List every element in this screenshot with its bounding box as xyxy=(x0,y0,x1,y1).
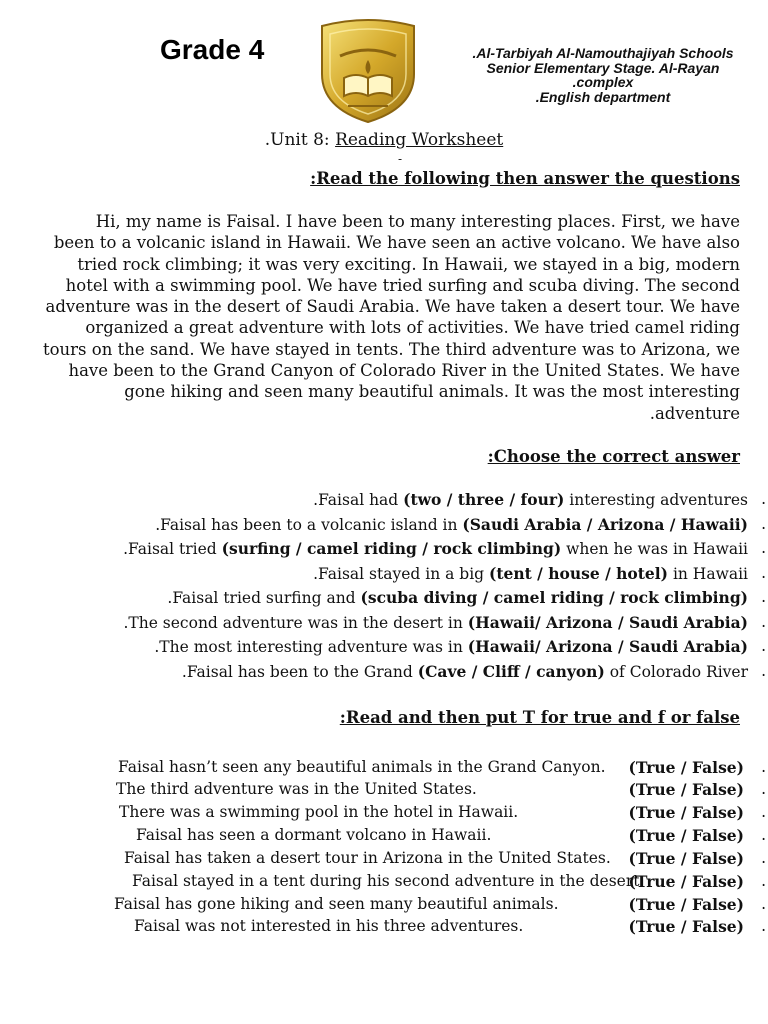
tf-statement: There was a swimming pool in the hotel in Hawaii. xyxy=(119,803,519,821)
school-crest-icon xyxy=(316,16,420,124)
school-line: .English department xyxy=(535,88,671,105)
list-bullet: . xyxy=(761,613,766,631)
grade-title: Grade 4 xyxy=(160,34,265,65)
true-false-options: (True / False) xyxy=(628,780,744,799)
passage-line: organized a great adventure with lots of activities. We have tried camel riding xyxy=(85,318,740,338)
answer-options: (tent / house / hotel) xyxy=(489,564,669,583)
tf-statement: Faisal has gone hiking and seen many beautiful animals. xyxy=(114,895,559,913)
title-dash: - xyxy=(398,152,403,166)
unit-title xyxy=(0,130,768,150)
true-false-options: (True / False) xyxy=(628,872,744,891)
tf-statement: Faisal has seen a dormant volcano in Hawaii. xyxy=(136,826,492,844)
answer-options: (Saudi Arabia / Arizona / Hawaii) xyxy=(462,515,748,534)
tf-statement: Faisal has taken a desert tour in Arizona in the United States. xyxy=(124,849,611,867)
passage-line: tours on the sand. We have stayed in tents. The third adventure was to Arizona, we xyxy=(42,339,740,359)
passage-line: been to a volcanic island in Hawaii. We have seen an active volcano. We have also xyxy=(53,233,740,253)
worksheet-title: Reading Worksheet xyxy=(335,130,504,150)
answer-options: (Cave / Cliff / canyon) xyxy=(417,662,605,681)
answer-options: (scuba diving / camel riding / rock climbing) xyxy=(360,588,748,607)
school-line: Senior Elementary Stage. Al-Rayan xyxy=(486,59,720,76)
list-bullet: . xyxy=(761,780,766,798)
true-false-options: (True / False) xyxy=(628,849,744,868)
truefalse-heading: :Read and then put T for true and f or false xyxy=(339,708,740,727)
tf-statement: Faisal was not interested in his three adventures. xyxy=(134,917,524,935)
true-false-options: (True / False) xyxy=(628,895,744,914)
answer-options: (Hawaii/ Arizona / Saudi Arabia) xyxy=(467,613,748,632)
list-bullet: . xyxy=(761,490,766,508)
list-bullet: . xyxy=(761,758,766,776)
list-bullet: . xyxy=(761,637,766,655)
true-false-options: (True / False) xyxy=(628,917,744,936)
answer-options: (two / three / four) xyxy=(403,490,565,509)
tf-statement: Faisal stayed in a tent during his second adventure in the desert. xyxy=(132,872,645,890)
reading-heading: :Read the following then answer the questions xyxy=(310,169,740,188)
true-false-options: (True / False) xyxy=(628,758,744,777)
tf-statement: Faisal hasn’t seen any beautiful animals in the Grand Canyon. xyxy=(118,758,606,776)
passage-line: hotel with a swimming pool. We have tried surfing and scuba diving. The second xyxy=(65,275,740,295)
list-bullet: . xyxy=(761,895,766,913)
list-bullet: . xyxy=(761,872,766,890)
list-bullet: . xyxy=(761,539,766,557)
answer-options: (Hawaii/ Arizona / Saudi Arabia) xyxy=(467,637,748,656)
list-bullet: . xyxy=(761,564,766,582)
reading-passage xyxy=(40,211,740,424)
list-bullet: . xyxy=(761,849,766,867)
list-bullet: . xyxy=(761,826,766,844)
true-false-options: (True / False) xyxy=(628,826,744,845)
school-line: .complex xyxy=(572,74,634,90)
list-bullet: . xyxy=(761,515,766,533)
passage-line: adventure was in the desert of Saudi Arabia. We have taken a desert tour. We have xyxy=(45,297,740,317)
passage-line: gone hiking and seen many beautiful animals. It was the most interesting xyxy=(124,382,740,402)
list-bullet: . xyxy=(761,662,766,680)
unit-prefix: .Unit 8: xyxy=(264,130,336,150)
passage-line: .adventure xyxy=(649,403,740,423)
passage-line: have been to the Grand Canyon of Colorado River in the United States. We have xyxy=(68,361,740,381)
answer-options: (surfing / camel riding / rock climbing) xyxy=(221,539,562,558)
school-name-block xyxy=(458,46,748,104)
list-bullet: . xyxy=(761,917,766,935)
school-line: .Al-Tarbiyah Al-Namouthajiyah Schools xyxy=(472,45,734,61)
list-bullet: . xyxy=(761,588,766,606)
list-bullet: . xyxy=(761,803,766,821)
true-false-options: (True / False) xyxy=(628,803,744,822)
choose-heading: :Choose the correct answer xyxy=(487,447,740,466)
passage-line: Hi, my name is Faisal. I have been to many interesting places. First, we have xyxy=(95,212,740,231)
tf-statement: The third adventure was in the United States. xyxy=(116,780,477,798)
passage-line: tried rock climbing; it was very exciting. In Hawaii, we stayed in a big, modern xyxy=(77,254,740,274)
